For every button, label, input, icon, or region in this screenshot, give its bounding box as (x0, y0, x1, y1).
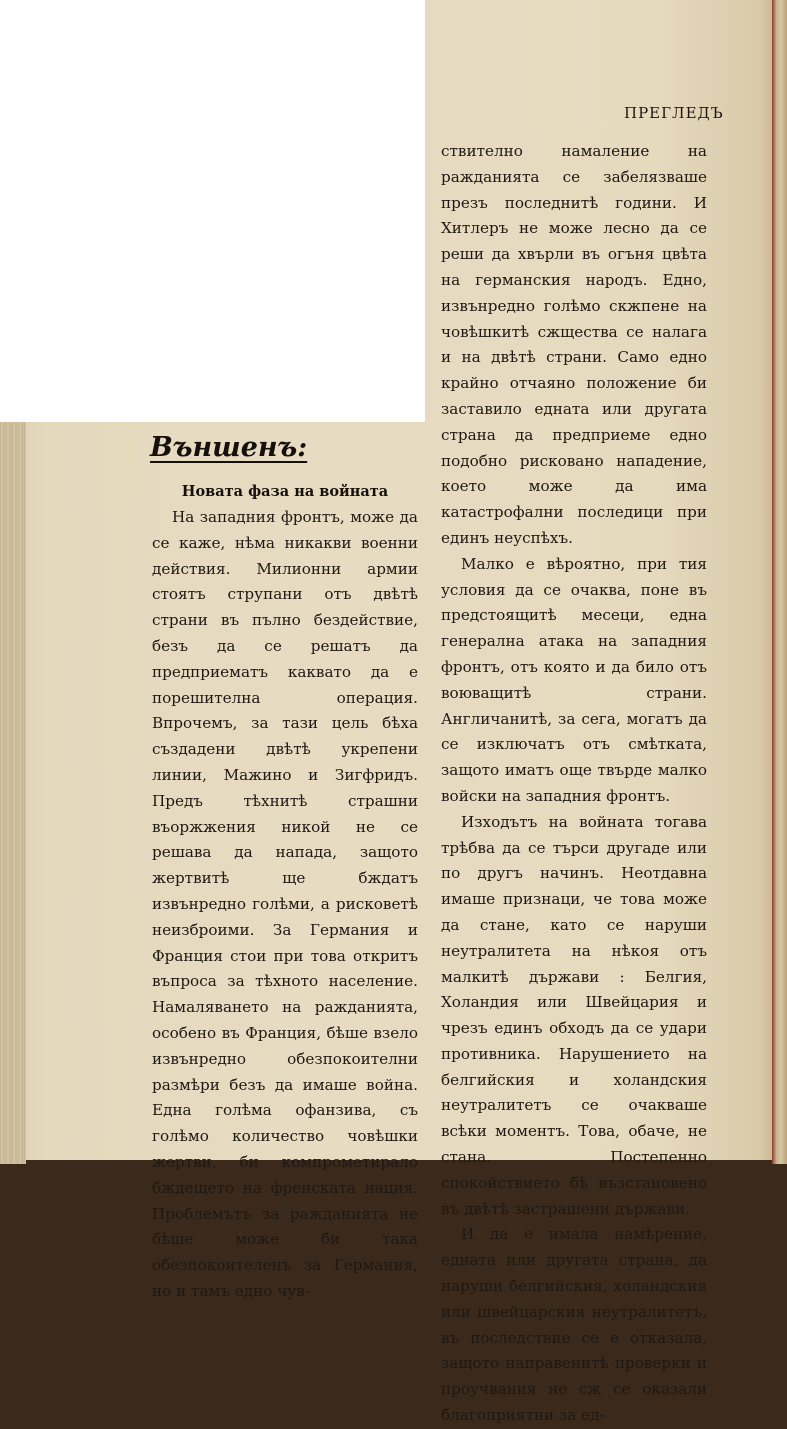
running-header: ПРЕГЛЕДЪ (624, 104, 724, 122)
page-stack-edge (0, 422, 26, 1164)
paragraph: На западния фронтъ, може да се каже, нѣма никакви военни действия. Милионни армии стоятъ струпани отъ двѣтѣ страни въ пълно бездействие, безъ да се решатъ да предприематъ каквато да е порешителна операция. Впрочемъ, за тази цель бѣха създадени двѣтѣ укрепени линии, Мажино и Зигфридъ. Предъ тѣхнитѣ страшни въоржжения никой не се решава да напада, защото жертвитѣ ще бждатъ извънредно голѣми, а рисковетѣ неизброими. За Германия и Франция стои при това откритъ въпроса за тѣхното население. Намаляването на ражданията, особено въ Франция, бѣше взело извънредно обезпокоителни размѣри безъ да имаше война. Една голѣма офанзива, съ голѣмо количество човѣшки жертви, би компрометирало бждещето на френската нация. Проблемътъ за ражданията не бѣше може би така обезпокоителенъ за Германия, но и тамъ едно чув- (152, 508, 418, 1300)
article-title: Новата фаза на войната (181, 483, 389, 500)
paragraph: И да е имала намѣрение, едната или другата страна, да наруши белгийския, холандския или швейцарския неутралитетъ, въ последствие се е отказала, защото направенитѣ проверки и проучвания не сж се оказали благоприятни за ед- (441, 1225, 707, 1425)
section-heading: Външенъ: (150, 432, 308, 463)
redacted-blank-area (0, 0, 425, 422)
paragraph: Изходътъ на войната тогава трѣбва да се търси другаде или по другъ начинъ. Неотдавна имаше признаци, че това може да стане, като се наруши неутралитета на нѣкоя отъ малкитѣ държави : Белгия, Холандия или Швейцария и чрезъ единъ обходъ да се удари противника. Нарушението на белгийския и холандския неутралитетъ се очакваше всѣки моментъ. Това, обаче, не стана. Постепенно спокойствието бѣ възстановено въ двѣтѣ застрашени държави. (441, 812, 707, 1218)
paragraph: ствително намаление на ражданията се забелязваше презъ последнитѣ години. И Хитлеръ не може лесно да се реши да хвърли въ огъня цвѣта на германския народъ. Едно, извънредно голѣмо скжпене на човѣшкитѣ сжщества се налага и на двѣтѣ страни. Само едно крайно отчаяно положение би заставило едната или другата страна да предприеме едно подобно рисковано нападение, което може да има катастрофални последици при единъ неуспѣхъ. (441, 142, 707, 547)
left-column (152, 505, 418, 1305)
paragraph: Малко е вѣроятно, при тия условия да се очаква, поне въ предстоящитѣ месеци, една генерална атака на западния фронтъ, отъ която и да било отъ воюващитѣ страни. Англичанитѣ, за сега, могатъ да се изключатъ отъ смѣтката, защото иматъ още твърде малко войски на западния фронтъ. (441, 554, 707, 805)
book-cover-edge (772, 0, 787, 1164)
right-column (441, 139, 707, 1429)
